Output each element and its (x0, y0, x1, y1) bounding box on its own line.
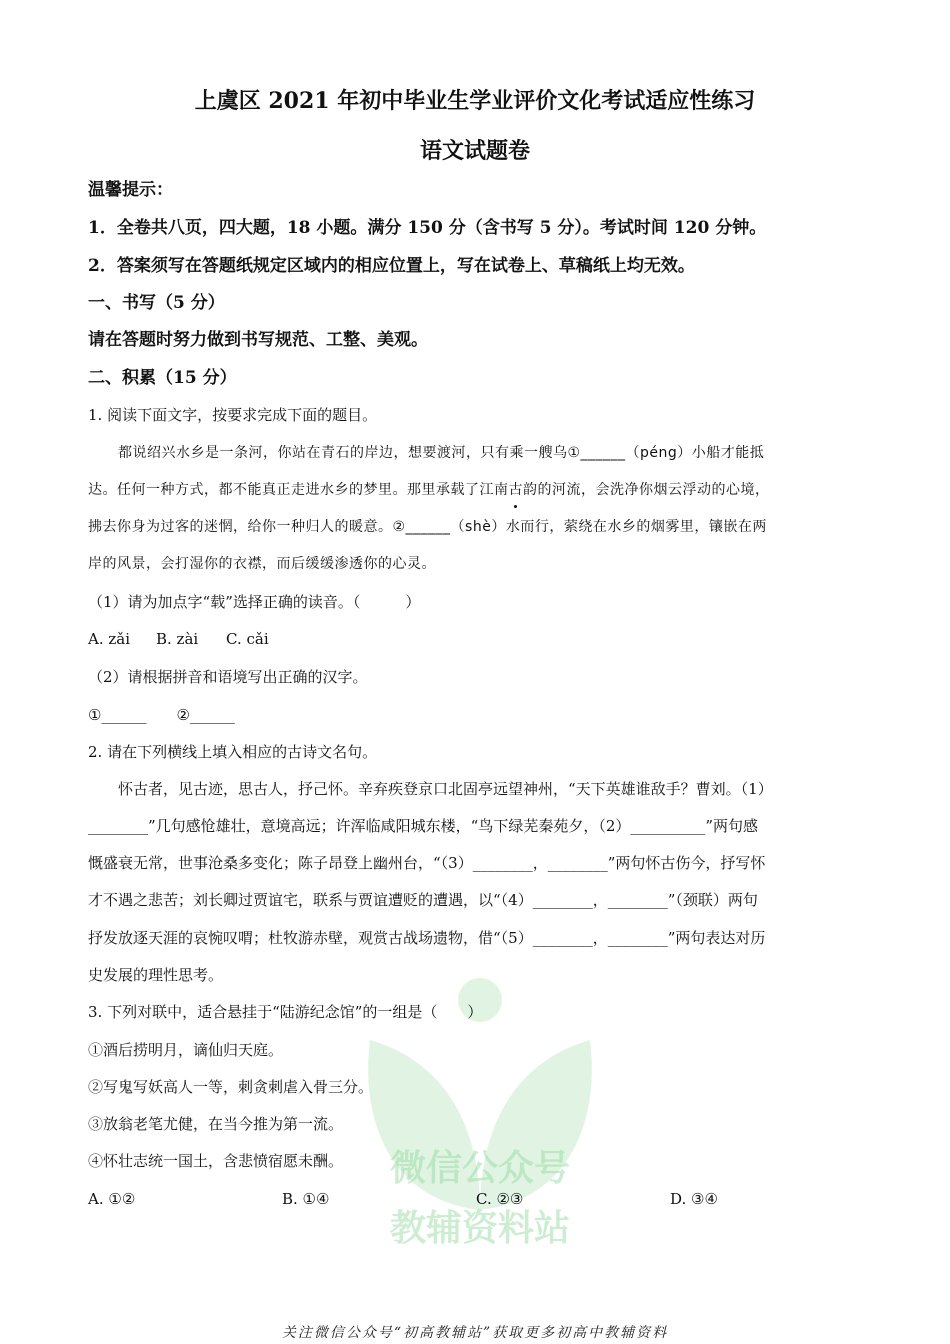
q2-line: ________”几句感怆雄壮，意境高远；许浑临咸阳城东楼，“鸟下绿芜秦苑夕，（2）__________”两句感 (88, 817, 759, 835)
section2-heading: 二、积累（15 分） (88, 368, 237, 388)
section1-instruction: 请在答题时努力做到书写规范、工整、美观。 (88, 330, 428, 350)
q1-sub2-blanks: ①______ ②______ (88, 706, 235, 724)
tips-item-1: 1．全卷共八页，四大题，18 小题。满分 150 分（含书写 5 分）。考试时间 120 分钟。 (88, 218, 767, 238)
q2-line: 史发展的理性思考。 (88, 966, 224, 984)
tips-item-2: 2．答案须写在答题纸规定区域内的相应位置上，写在试卷上、草稿纸上均无效。 (88, 256, 695, 276)
q3-item: ②写鬼写妖高人一等，刺贪刺虐入骨三分。 (88, 1078, 374, 1096)
q1-passage-line: 岸的风景，会打湿你的衣襟，而后缓缓渗透你的心灵。 (88, 556, 436, 572)
q1-option-b: B. zài (156, 630, 199, 648)
q2-line: 慨盛衰无常，世事沧桑多变化；陈子昂登上幽州台，“（3）________，________”两句怀古伤今，抒写怀 (88, 854, 766, 872)
q3-option-d: D. ③④ (670, 1190, 718, 1208)
q1-sub2: （2）请根据拼音和语境写出正确的汉字。 (88, 668, 368, 686)
q2-line: 抒发放逐天涯的哀惋叹喟；杜牧游赤壁，观赏古战场遗物，借“（5）________，________”两句表达对历 (88, 929, 766, 947)
watermark-line1: 微信公众号 (389, 1148, 570, 1189)
q3-option-a: A. ①② (88, 1190, 136, 1208)
q3-item: ①酒后捞明月，谪仙归天庭。 (88, 1041, 284, 1059)
q1-passage-line: 都说绍兴水乡是一条河，你站在青石的岸边，想要渡河，只有乘一艘乌①______（péng）小船才能抵 (118, 445, 765, 461)
q1-passage-line: 拂去你身为过客的迷惘，给你一种归人的暖意。②______（shè）水而行，萦绕在水乡的烟雾里，镶嵌在两 (88, 519, 767, 535)
page-title: 上虞区 2021 年初中毕业生学业评价文化考试适应性练习 (194, 88, 756, 114)
q3-item: ③放翁老笔尤健，在当今推为第一流。 (88, 1115, 344, 1133)
page-subtitle: 语文试题卷 (419, 138, 530, 164)
section1-heading: 一、书写（5 分） (88, 293, 225, 313)
q2-line: 才不遇之悲苦；刘长卿过贾谊宅，联系与贾谊遭贬的遭遇，以“（4）________，________”（颈联）两句 (88, 891, 758, 909)
q1-sub1: （1）请为加点字“载”选择正确的读音。（ ） (88, 593, 421, 611)
q1-option-a: A. zǎi (88, 630, 131, 648)
emphasis-dot (514, 505, 517, 508)
q3-option-c: C. ②③ (476, 1190, 524, 1208)
q2-stem: 2. 请在下列横线上填入相应的古诗文名句。 (88, 743, 378, 761)
q2-line: 怀古者，见古迹，思古人，抒己怀。辛弃疾登京口北固亭远望神州，“天下英雄谁敌手？曹刘。（1） (118, 780, 773, 798)
q3-stem: 3. 下列对联中，适合悬挂于“陆游纪念馆”的一组是（ ） (88, 1003, 483, 1021)
q3-item: ④怀壮志统一国土，含悲愤宿愿未酬。 (88, 1152, 344, 1170)
q1-stem: 1. 阅读下面文字，按要求完成下面的题目。 (88, 406, 378, 424)
watermark-line2: 教辅资料站 (389, 1208, 570, 1249)
q3-option-b: B. ①④ (282, 1190, 330, 1208)
tips-label: 温馨提示： (88, 180, 173, 200)
q1-option-c: C. cǎi (226, 630, 269, 648)
q1-passage-line: 达。任何一种方式，都不能真正走进水乡的梦里。那里承载了江南古韵的河流，会洗净你烟云浮动的心境， (88, 482, 770, 498)
footer-note: 关注微信公众号“初高教辅站”获取更多初高中教辅资料 (281, 1325, 669, 1341)
